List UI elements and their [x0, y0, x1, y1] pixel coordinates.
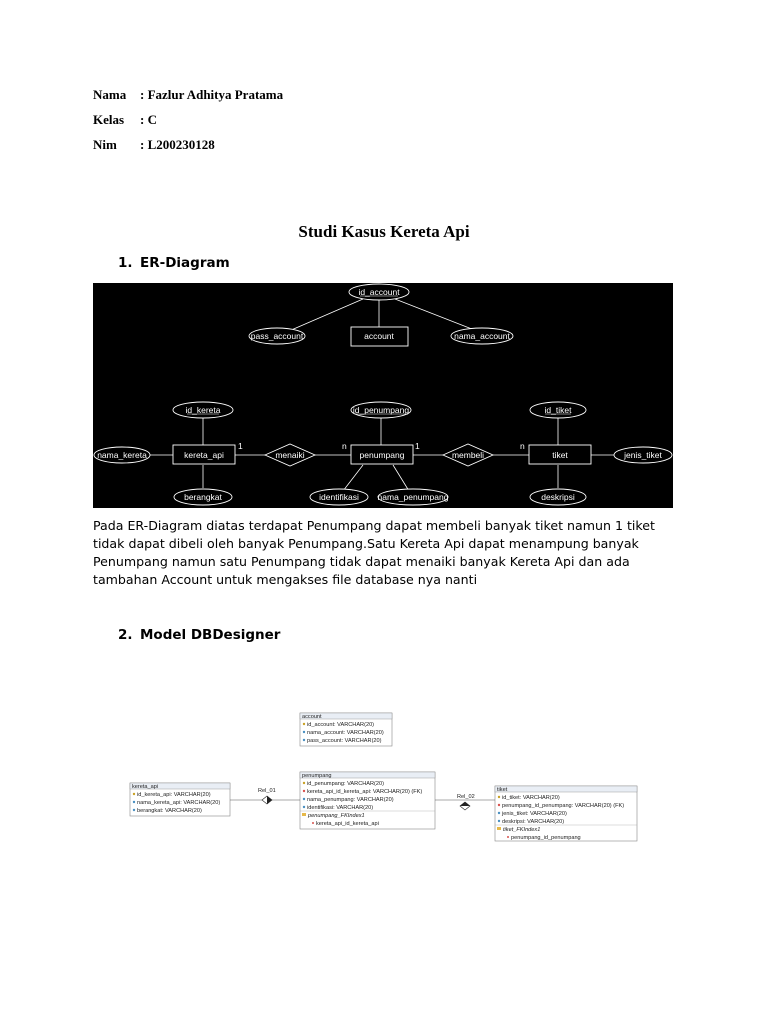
attr-id-kereta: id_kereta — [185, 405, 221, 415]
entity-penumpang: penumpang — [359, 450, 405, 460]
tiket-field-3: jenis_tiket: VARCHAR(20) — [502, 811, 567, 817]
er-diagram-svg — [93, 283, 673, 508]
table-kereta-api-name: kereta_api — [132, 784, 159, 790]
table-kereta-api — [130, 783, 230, 816]
section-1-title: ER-Diagram — [140, 255, 230, 271]
class-label: Kelas — [93, 112, 125, 127]
er-description: Pada ER-Diagram diatas terdapat Penumpang dapat membeli banyak tiket namun 1 tiket tidak dapat dibeli oleh banyak Penumpang.Satu Kereta Api dapat menampung banyak Penumpang namun satu Penumpang tidak dapat menaiki banyak Kereta Api dan ada tambahan Account untuk mengakses file database nya nanti — [93, 518, 655, 587]
rel-02-marker — [457, 794, 475, 810]
table-tiket — [495, 786, 637, 841]
page-title: Studi Kasus Kereta Api — [298, 222, 470, 241]
cardinality-1-left: 1 — [238, 441, 243, 451]
penumpang-index-field: kereta_api_id_kereta_api — [316, 821, 379, 827]
account-field-2: nama_account: VARCHAR(20) — [307, 730, 384, 736]
penumpang-field-1: id_penumpang: VARCHAR(20) — [307, 781, 385, 787]
table-tiket-name: tiket — [497, 787, 508, 793]
nim-value: : L200230128 — [140, 137, 215, 152]
rel-02-label: Rel_02 — [457, 794, 475, 800]
attr-jenis-tiket: jenis_tiket — [624, 450, 662, 460]
section-2-number: 2. — [118, 627, 133, 643]
name-value: : Fazlur Adhitya Pratama — [140, 87, 284, 102]
table-account — [300, 713, 392, 746]
attr-id-penumpang: id_penumpang — [352, 405, 410, 415]
cardinality-n-right: n — [520, 441, 525, 451]
table-penumpang-name: penumpang — [302, 773, 332, 779]
section-1-heading — [118, 255, 230, 271]
tiket-field-4: deskripsi: VARCHAR(20) — [502, 819, 565, 825]
section-2-heading — [118, 627, 280, 643]
kereta-api-field-3: berangkat: VARCHAR(20) — [137, 808, 202, 814]
attr-nama-kereta: nama_kereta — [97, 450, 147, 460]
db-model-svg — [120, 705, 640, 865]
attr-berangkat: berangkat — [184, 492, 222, 502]
kereta-api-field-1: id_kereta_api: VARCHAR(20) — [137, 792, 211, 798]
account-field-3: pass_account: VARCHAR(20) — [307, 738, 382, 744]
nim-label: Nim — [93, 137, 117, 152]
entity-tiket: tiket — [552, 450, 568, 460]
penumpang-index: penumpang_FKIndex1 — [308, 813, 365, 819]
relation-menaiki: menaiki — [275, 450, 305, 460]
attr-nama-account: nama_account — [454, 331, 510, 341]
section-2-title: Model DBDesigner — [140, 627, 281, 643]
entity-account: account — [364, 331, 394, 341]
attr-pass-account: pass_account — [250, 331, 304, 341]
attr-nama-penumpang: nama_penumpang — [377, 492, 449, 502]
table-account-name: account — [302, 714, 322, 720]
db-model — [120, 705, 640, 865]
er-diagram — [93, 283, 673, 508]
relation-membeli: membeli — [451, 450, 485, 460]
account-field-1: id_account: VARCHAR(20) — [307, 722, 375, 728]
tiket-field-1: id_tiket: VARCHAR(20) — [502, 795, 560, 801]
tiket-index-field: penumpang_id_penumpang — [511, 835, 581, 841]
tiket-index: tiket_FKIndex1 — [503, 827, 541, 833]
tiket-field-2: penumpang_id_penumpang: VARCHAR(20) (FK) — [502, 803, 625, 809]
attr-identifikasi: identifikasi — [319, 492, 359, 502]
penumpang-field-4: identifikasi: VARCHAR(20) — [307, 805, 374, 811]
class-value: : C — [140, 112, 157, 127]
entity-kereta-api: kereta_api — [184, 450, 224, 460]
penumpang-field-2: kereta_api_id_kereta_api: VARCHAR(20) (FK) — [307, 789, 423, 795]
name-label: Nama — [93, 87, 127, 102]
penumpang-field-3: nama_penumpang: VARCHAR(20) — [307, 797, 394, 803]
rel-01-marker — [258, 788, 276, 804]
table-penumpang — [300, 772, 435, 829]
cardinality-n-left: n — [342, 441, 347, 451]
section-1-number: 1. — [118, 255, 133, 271]
rel-01-label: Rel_01 — [258, 788, 276, 794]
attr-id-tiket: id_tiket — [544, 405, 572, 415]
attr-deskripsi: deskripsi — [541, 492, 575, 502]
attr-id-account: id_account — [358, 287, 400, 297]
cardinality-1-right: 1 — [415, 441, 420, 451]
kereta-api-field-2: nama_kereta_api: VARCHAR(20) — [137, 800, 221, 806]
